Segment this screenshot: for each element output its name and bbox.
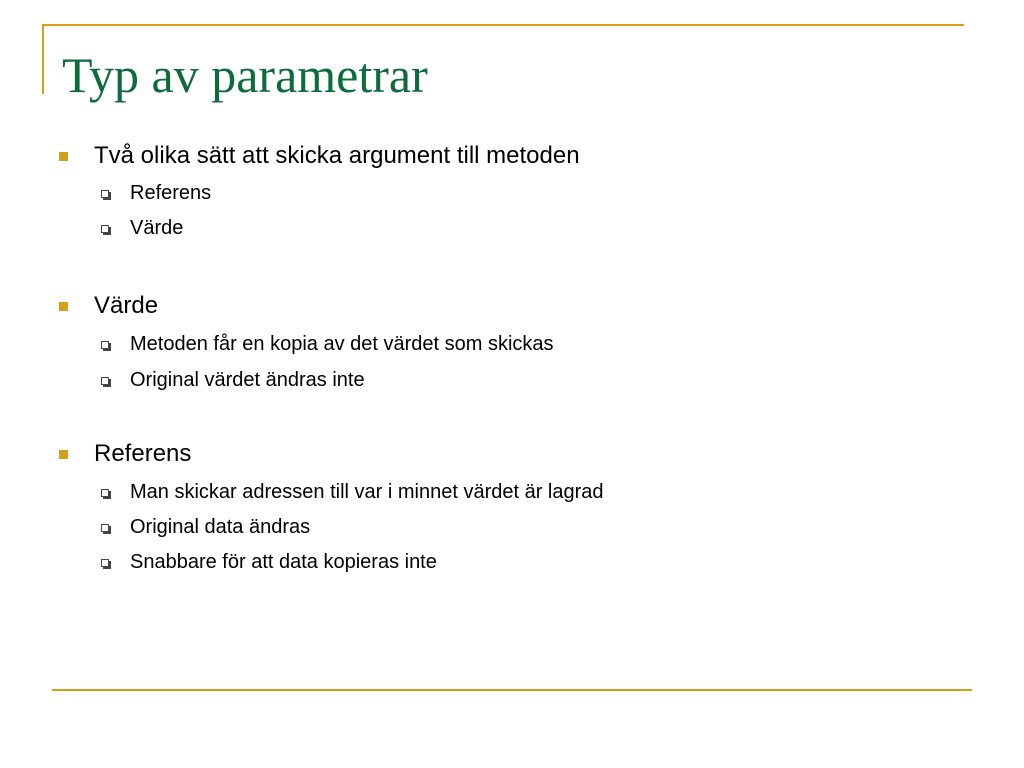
bullet-item	[94, 291, 158, 321]
hollow-square-bullet-icon	[101, 524, 109, 532]
frame-left-rule	[42, 24, 44, 94]
sub-bullet-text: Original värdet ändras inte	[130, 369, 365, 391]
filled-square-bullet-icon	[59, 302, 68, 311]
filled-square-bullet-icon	[59, 152, 68, 161]
sub-bullet-text: Man skickar adressen till var i minnet värdet är lagrad	[130, 481, 604, 503]
sub-bullet-item	[130, 180, 211, 206]
hollow-square-bullet-icon	[101, 377, 109, 385]
filled-square-bullet-icon	[59, 450, 68, 459]
sub-bullet-text: Snabbare för att data kopieras inte	[130, 551, 437, 573]
footer-rule	[52, 689, 972, 691]
slide-title: Typ av parametrar	[62, 47, 428, 103]
bullet-item	[94, 439, 191, 469]
sub-bullet-text: Metoden får en kopia av det värdet som skickas	[130, 333, 554, 355]
sub-bullet-text: Original data ändras	[130, 516, 311, 538]
sub-bullet-text: Referens	[130, 182, 212, 204]
sub-bullet-text: Värde	[130, 217, 184, 239]
hollow-square-bullet-icon	[101, 489, 109, 497]
bullet-text: Referens	[94, 440, 192, 467]
sub-bullet-item	[130, 367, 365, 393]
bullet-text: Två olika sätt att skicka argument till metoden	[94, 142, 580, 169]
sub-bullet-item	[130, 215, 183, 241]
hollow-square-bullet-icon	[101, 225, 109, 233]
bullet-text: Värde	[94, 292, 159, 319]
hollow-square-bullet-icon	[101, 341, 109, 349]
sub-bullet-item	[130, 549, 437, 575]
sub-bullet-item	[130, 479, 604, 505]
bullet-item	[94, 141, 580, 171]
frame-top-rule	[42, 24, 964, 26]
hollow-square-bullet-icon	[101, 190, 109, 198]
hollow-square-bullet-icon	[101, 559, 109, 567]
sub-bullet-item	[130, 331, 554, 357]
sub-bullet-item	[130, 514, 310, 540]
